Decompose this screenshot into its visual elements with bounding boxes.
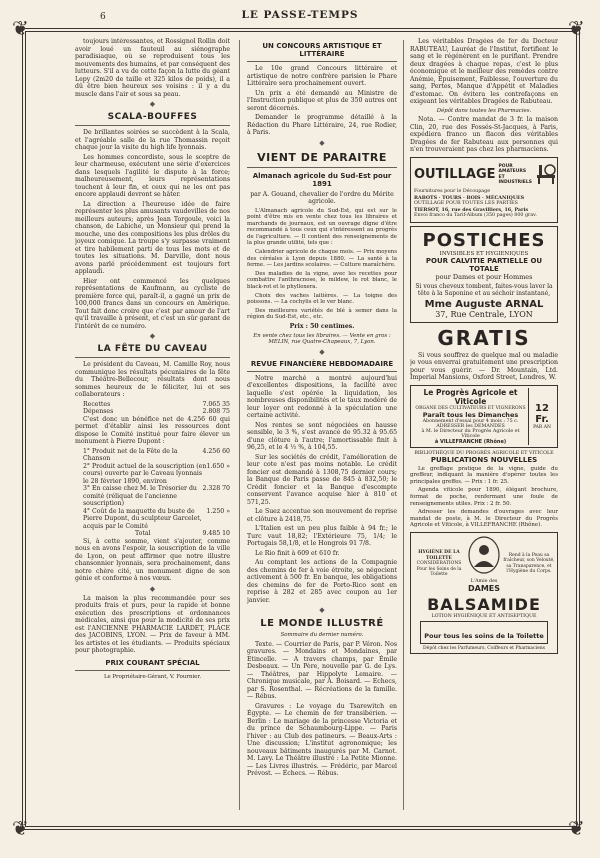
outillage-advert <box>410 157 558 223</box>
divider <box>247 61 397 62</box>
corner-ornament-icon: ❦ <box>568 16 585 40</box>
ledger-label: 4° Coût de la maquette du buste de Pierre Dupont, du sculpteur Garcelet, acquis par le Comité <box>83 507 202 530</box>
concours-heading: UN CONCOURS ARTISTIQUE ET LITTÉRAIRE <box>262 42 382 58</box>
article-paragraph: Si, à cette somme, vient s'ajouter, comme nous en avons l'espoir, la souscription de la ville de Lyon, on peut affirmer que notre illustre chansonnier lyonnais, sera prochainement, dans notre chère cité, un monument digne de son génie et conforme à nos vœux. <box>75 537 230 582</box>
progres-price: 12 Fr. <box>535 402 549 425</box>
ledger-row <box>75 485 230 508</box>
ledger-value: 1.250 » <box>206 507 230 515</box>
article-paragraph: Des meilleures variétés de blé à semer dans la région du Sud-Est, etc., etc. <box>247 307 397 321</box>
article-paragraph: Sur les sociétés de crédit, l'amélioration de leur cote n'est pas moins notable. Le crédit foncier est demandé à 1308,75 dernier cours; la Banque de Paris passe de 845 à 832,50; le Crédit foncier et la Banque d'escompte conservent l'avance acquise hier à 810 et 571,25. <box>247 453 397 506</box>
article-paragraph: Au comptant les actions de la Compagnie des chemins de fer à voie étroite, se négocient activement à 500 fr. En banque, les obligations des chemins de fer de Porto-Rico sont en reprise à 282 et 285 avec coupon au 1er janvier. <box>247 559 397 604</box>
vient-heading: VIENT DE PARAITRE <box>257 150 387 164</box>
ledger-label: 1° Produit net de la Fête de la Chanson <box>83 447 178 462</box>
postiches-line: POUR CALVITIE PARTIELLE OU TOTALE <box>425 256 543 273</box>
article-paragraph: Le Suez accentue son mouvement de reprise et clôture à 2418,75. <box>247 508 397 523</box>
article-paragraph: Des maladies de la vigne, avec les recettes pour combattre l'anthracnose, le mildew, le rot blanc, le black-rot et le phylloxera. <box>247 270 397 291</box>
advert-paragraph: Nota. — Contre mandat de 3 fr. la maison Clin, 20, rue des Fossés-St-Jacques, à Paris, expédiera franco un flacon des véritables Dragées de fer Rabuteau aux personnes qui n'en trouveraient pas chez les pharmaciens. <box>410 116 558 154</box>
balsamide-advert <box>410 532 558 654</box>
column-middle <box>247 38 397 813</box>
masthead-title: LE PASSE-TEMPS <box>241 9 359 21</box>
article-paragraph: Texte. — Courrier de Paris, par P. Véron. Nos gravures. — Mondains et Mondaines, par Etincelle. — A travers champs, par Émile Desbeaux. — Un Père, nouvelle par G. de Lys. — Théâtres, par Hippolyte Lemaire. — Chronique musicale, par A. Boisard. — Echecs, par S. Rosenthal. — Récréations de la famille. — Rébus. <box>247 640 397 701</box>
article-paragraph: Le Rio finit à 609 et 610 fr. <box>255 549 340 557</box>
corner-ornament-icon: ❦ <box>12 16 29 40</box>
ledger-row <box>75 401 230 409</box>
separator-ornament-icon: ◆ <box>319 606 325 615</box>
article-paragraph: Le 10e grand Concours littéraire et artistique de notre confrère parisien le Phare Littéraire sera prochainement ouvert. <box>247 65 397 87</box>
progres-line: à M. le Directeur du Progrès Agricole et Viticole <box>421 428 520 439</box>
biblio-line: Le greffage pratique de la vigne, guide du greffeur, indiquant la manière d'opérer toutes les principales greffes. — Prix : 1 fr. 25. <box>410 465 558 485</box>
article-paragraph: Demander le programme détaillé à la Rédaction du Phare Littéraire, 24, rue Rodier, à Paris. <box>247 114 397 136</box>
ledger-row <box>75 508 230 531</box>
balsamide-subtitle: LOTION HYGIÉNIQUE ET ANTISEPTIQUE <box>431 613 537 619</box>
page-header <box>0 6 600 24</box>
arnal-address: 37, Rue Centrale, LYON <box>435 309 533 319</box>
corner-ornament-icon: ❦ <box>12 816 29 840</box>
ledger-row <box>75 463 230 486</box>
ledger-value: 7.065 35 <box>202 400 230 408</box>
balsamide-title: BALSAMIDE <box>427 594 541 614</box>
outillage-line: Envoi franco du Tarif-Album (350 pages) 800 grav. <box>414 212 537 218</box>
ledger-row <box>75 408 230 416</box>
article-paragraph: De brillantes soirées se succèdent à la Scala, et l'agréable salle de la rue Thomassin reçoit chaque jour la visite du high life lyonnais. <box>75 129 230 151</box>
page-number: 6 <box>100 12 106 22</box>
monde-heading: LE MONDE ILLUSTRÉ <box>260 618 384 630</box>
outillage-subtitle: POUR AMATEURS ET INDUSTRIELS <box>498 163 532 186</box>
outillage-title: OUTILLAGE <box>414 167 496 183</box>
almanach-author: par A. Gouand, chevalier de l'ordre du Mérite agricole. <box>250 190 394 205</box>
article-paragraph: Nos rentes se sont négociées en hausse sensible, le 3 %, s'est avancé de 95.32 à 95.65 d'une clôture à l'autre; l'amortissable finit à 96,25, et le 4 ½ %, à 104,55. <box>247 421 397 452</box>
ledger-row <box>75 448 230 463</box>
advert-note: Dépôt dans toutes les Pharmacies. <box>436 107 532 114</box>
monde-subtitle: Sommaire du dernier numéro. <box>280 632 364 639</box>
biblio-block <box>410 451 558 464</box>
article-paragraph: La direction a l'heureuse idée de faire représenter les plus amusants vaudevilles de nos meilleurs auteurs; après Jean Torgoule, voici la chanson, de Labiche, un Monsieur qui prend la mouche, une des compositions les plus drôles du joyeux comique. La troupe s'y surpasse vraiment et tire habilement parti de tous les mots et de toutes les situations. M. Darville, dont nous avons parlé précédemment est toujours fort applaudi. <box>75 200 230 275</box>
balsamide-right-text: Rend à la Peau sa fraîcheur, son Velouté, sa Transparence, et l'Hygiène du Corps. <box>503 552 555 575</box>
divider <box>247 371 397 372</box>
outillage-line: OUTILLAGE POUR TOUTES LES PARTIES <box>414 200 518 206</box>
article-paragraph: L'Almanach agricole du Sud-Est, qui est sur le point d'être mis en vente chez tous les libraires et marchands de journaux, est un ouvrage digne d'être recommandé à tous ceux qui s'intéressent au progrès de l'agriculture. — Il contient des renseignements de la plus grande utilité, tels que : <box>247 207 397 247</box>
postiches-line: pour Dames et pour Hommes <box>435 272 533 281</box>
separator-ornament-icon: ◆ <box>149 584 156 593</box>
balsamide-line: Pour tous les soins de la Toilette <box>424 631 544 640</box>
arnal-name: Mme Auguste ARNAL <box>424 298 544 310</box>
progres-line: ADRESSER les DEMANDES <box>436 423 505 429</box>
biblio-line: Agenda viticole pour 1890, élégant brochure, format de poche, renfermant une foule de renseignements utiles. Prix : 2 fr. 50. <box>410 487 558 507</box>
progres-title: Le Progrès Agricole et Viticole <box>423 387 518 406</box>
postiches-title: POSTICHES <box>422 229 546 251</box>
balsamide-center-text: L'Amie des <box>470 578 498 584</box>
ledger-value: 9.485 10 <box>202 530 230 537</box>
biblio-subtitle: PUBLICATIONS NOUVELLES <box>430 455 538 464</box>
almanach-price: Prix : 50 centimes. <box>289 323 355 330</box>
article-paragraph: Hier ont commencé les quelques représentations de Kaufmann, au cycliste de première force qui, paraît-il, a gagné un prix de 100,000 francs dans un concours en Amérique. Tout fait donc croire que c'est par amour de l'art qu'il travaille à présent, et c'est un sûr garant de l'intérêt de ce numéro. <box>75 277 230 330</box>
postiches-text: Si vous cheveux tombent, faites-vous laver la tête à la Saponine et au séchoir instantané, <box>415 282 553 297</box>
publisher-line: Le Propriétaire-Gérant, V. Fournier. <box>103 673 202 680</box>
column-divider <box>403 40 404 810</box>
progres-advert <box>410 385 558 448</box>
ledger-label: Dépenses <box>83 408 114 415</box>
ledger-total <box>75 530 230 538</box>
divider <box>75 670 230 671</box>
ledger-label: Recettes <box>83 400 111 408</box>
progres-line: à VILLEFRANCHE (Rhône) <box>434 438 507 445</box>
column-divider <box>239 40 240 810</box>
progres-line: Abonnement d'essai pour 4 mois : 75 c. <box>422 418 519 424</box>
divider <box>75 357 230 358</box>
separator-ornament-icon: ◆ <box>319 138 325 147</box>
scala-heading: SCALA-BOUFFES <box>107 112 198 122</box>
postiches-advert <box>410 226 558 323</box>
separator-ornament-icon: ◆ <box>149 332 156 340</box>
price-list-heading: PRIX COURANT SPÉCIAL <box>105 658 200 667</box>
corner-ornament-icon: ❦ <box>568 816 585 840</box>
outillage-line: RABOTS · TOURS · BOIS · MÉCANIQUES <box>414 194 525 201</box>
article-paragraph: Les hommes concordiste, sous le sceptre de leur charmeuse, exécutent une série d'exercices dans lesquels l'agilité le dispute à la force; malheureusement, leurs représentations touchent à leur fin, et ceux qui ne les ont pas encore applaudi devront se hâter. <box>75 153 230 198</box>
biblio-title: BIBLIOTHÈQUE DU PROGRÈS AGRICOLE ET VITICOLE <box>414 450 554 456</box>
ledger-value: 2.328 70 <box>202 485 230 492</box>
article-paragraph: Calendrier agricole de chaque mois. — Prix moyens des céréales à Lyon depuis 1880. — La santé à la ferme. — Les jardins scolaires. — Culture maraîchère. <box>247 249 397 269</box>
caveau-heading: LA FÊTE DU CAVEAU <box>97 344 208 354</box>
biblio-line: Adresser les demandes d'ouvrages avec leur mandat de poste, à M. le Directeur du Progrès Agricole et Viticole, à VILLEFRANCHE (Rhône). <box>410 509 558 529</box>
advert-paragraph: La maison la plus recommandée pour ses produits frais et purs, pour la rapide et bonne exécution des prescriptions et ordonnances médicales, ainsi que pour la modicité de ses prix est l'ANCIENNE PHARMACIE LARDET, PLACE des JACOBINS, LYON. — Prix de faveur à MM. les artistes et les étudiants. — Produits spéciaux pour photographie. <box>75 594 230 654</box>
balsamide-label: HYGIÈNE DE LA TOILETTE <box>418 550 460 561</box>
lathe-machine-icon <box>535 161 557 189</box>
revue-heading: REVUE FINANCIÈRE HEBDOMADAIRE <box>250 359 394 368</box>
balsamide-line: Dépôt chez les Parfumeurs, Coiffeurs et Pharmaciens <box>423 645 545 651</box>
article-paragraph: Notre marché a montré aujourd'hui d'excellentes dispositions, la facilité avec laquelle s'est opérée la liquidation, les nombreuses disponibilités et le taux modéré de leur loyer ont redonné à la spéculation une certaine activité. <box>247 374 397 420</box>
separator-ornament-icon: ◆ <box>149 100 156 108</box>
advert-paragraph: Les véritables Dragées de fer du Docteur RABUTEAU, Lauréat de l'Institut, fortifient le sang et le régénèrent en le purifiant. Prendre deux dragées à chaque repas, c'est le plus économique et le meilleur des remèdes contre Anémie, Épuisement, Faiblesse, l'ouverture du sang, Pertes, Manque d'Appétit et Maladies d'estomac. On évitera les contrefaçons en exigeant les véritables Dragées de Rabuteau. <box>410 38 558 105</box>
woman-portrait-icon <box>467 535 501 579</box>
postiches-subtitle: INVISIBLES ET HYGIENIQUES <box>439 250 529 257</box>
ledger-label: 2° Produit actuel de la souscription (en cours) ouverte par le Caveau lyonnais le 28 février 1890, environ <box>83 462 207 485</box>
article-paragraph: Gravures : Le voyage du Tsarewitch en Égypte. — Le chemin de fer transibérien. — Berlin : Le mariage de la princesse Victoria et du prince de Schaumbourg-Lippe. — Paris l'hiver : au Club des patineurs. — Beaux-Arts : Une discussion; L'institut agronomique; les nouveaux bâtiments inaugurés par M. Carnot. M. Lavy. Le Théâtre illustré : La Petite Mionne. — Les Livres illustrés. — Frédéric, par Marcel Prévost. — Échecs. — Rébus. <box>247 702 397 778</box>
divider <box>247 167 397 168</box>
gratis-title: GRATIS <box>437 325 531 350</box>
ledger-label: 3° En caisse chez M. le Trésorier du comité (réliquat de l'ancienne souscription) <box>83 485 197 507</box>
ledger-value: 4.256 60 <box>202 447 230 455</box>
article-paragraph: C'est donc un bénéfice net de 4.256 60 qui permet d'établir ainsi les ressources dont dispose le Comité institué pour faire élever un monument à Pierre Dupont : <box>75 415 230 445</box>
ledger-label: Total <box>135 530 151 537</box>
almanach-title: Almanach agricole du Sud-Est pour 1891 <box>252 171 392 188</box>
divider <box>75 125 230 126</box>
progres-price-label: PAR AN <box>533 424 551 430</box>
almanach-sale: En vente chez tous les libraires. — Vente en gros : MELIN, rue Quatre-Chapeaux, 7, Lyon. <box>253 332 391 346</box>
separator-ornament-icon: ◆ <box>319 347 325 356</box>
ledger-value: 2.808 75 <box>202 408 230 415</box>
article-paragraph: Le président du Caveau, M. Camille Roy, nous communique les résultats pécuniaires de la fête du Théâtre-Bellecour, résultats dont nous sommes heureux de le féliciter, lui et ses collaborateurs : <box>75 361 230 398</box>
article-paragraph: Un prix a été demandé au Ministre de l'Instruction publique et plus de 350 autres ont seront décernés. <box>247 89 397 112</box>
progres-subtitle: ORGANE DES CULTIVATEURS ET VIGNERONS <box>415 405 526 411</box>
article-paragraph: Choix des vaches laitières. — La toigne des poissons. — La cochylis et le ver blanc. <box>247 292 397 306</box>
balsamide-left-text: CONSIDÉRATIONS Pour les Soins de la Toilette <box>416 561 462 578</box>
balsamide-dames: DAMES <box>467 583 501 593</box>
outillage-line: Fournitures pour le Découpage <box>414 188 491 194</box>
column-right <box>410 38 558 818</box>
advert-paragraph: Si vous souffrez de quelque mal ou maladie je vous enverrai gratuitement une prescription pour vous guérir. — Dr. Mountain, Ltd. Imperial Mansions, Oxford Street, Londres, W. <box>410 351 558 382</box>
article-paragraph: L'Italien est un peu plus faible à 94 fr.; le Turc vaut 18,82; l'Extérieure 75, 1/4; le Portugais 58,1/8, et le Hongrois 91 7/8. <box>247 525 397 548</box>
outillage-line: TIERSOT, 16, rue des Gravilliers, 16, Paris <box>414 206 529 213</box>
ledger-value: 1.650 » <box>206 462 230 470</box>
article-paragraph: toujours intéressantes, et Rossignol Rollin doit avoir loué un fauteuil au siénographe paradisiaque, où se reproduisent tous les mouvements des humains, et par conséquent des lutteurs. S'il a vu de cette façon la lutte du géant Lepy (2m20 de taille et 325 kilos de poids), il a dû être bien heureux ses voisins : il y a du muscle dans l'air et sous sa peau. <box>75 38 230 98</box>
column-left <box>75 38 230 813</box>
progres-line: Paraît tous les Dimanches <box>422 410 519 419</box>
